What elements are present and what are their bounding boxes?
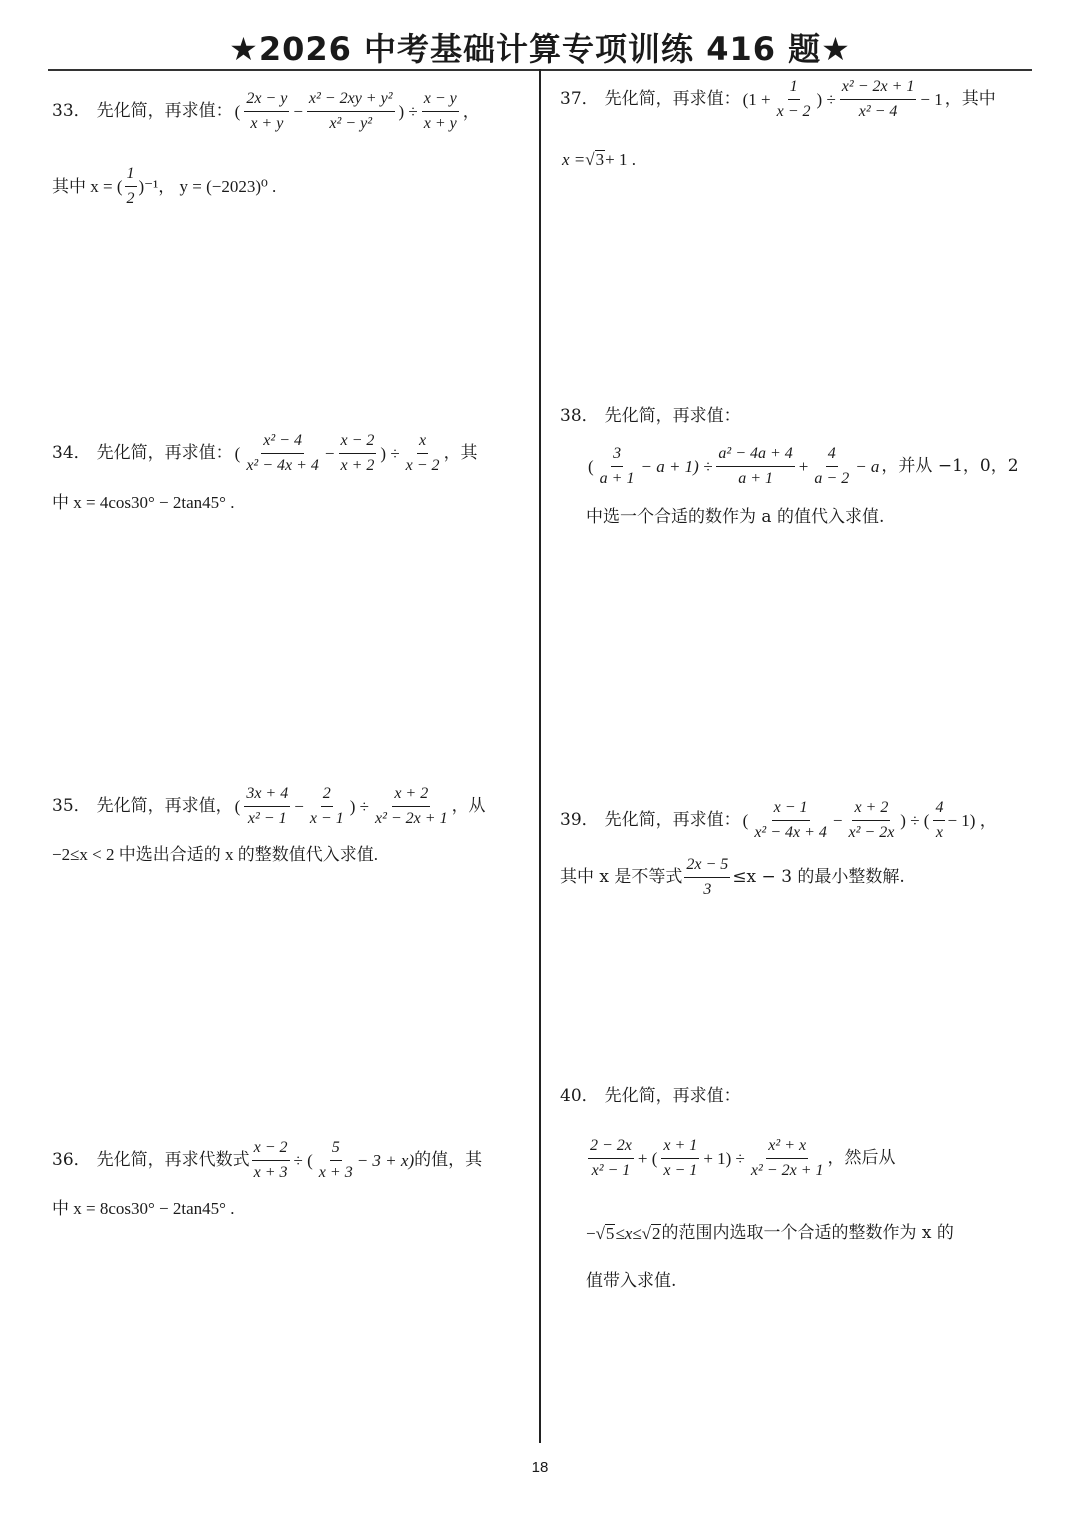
fraction: $\frac{4}{x}$ xyxy=(935,799,944,842)
problem-number: 40． xyxy=(560,1086,599,1106)
fraction: $\frac{1}{x - 2}$ xyxy=(776,78,811,121)
fraction: $\frac{3x + 4}{\text{x² − 1}}$ xyxy=(246,785,289,828)
fraction: $\frac{x - 2}{x + 2}$ xyxy=(340,432,375,475)
problem-instruction: 先化简，再求值： xyxy=(604,89,741,110)
problem-tail: ，并从 −1，0，2 xyxy=(881,456,1019,477)
problem-number: 38． xyxy=(560,406,599,426)
problem-instruction: 先化简，再求值： xyxy=(604,810,741,831)
instruction-line: 值带入求值. xyxy=(586,1271,677,1291)
fraction: $\frac{x + 2}{\text{x² − 2x}}$ xyxy=(848,799,895,842)
problem-instruction: 先化简，再求值， xyxy=(96,796,233,817)
fraction: $\frac{x + 2}{\text{x² − 2x + 1}}$ xyxy=(374,785,448,828)
fraction: $\frac{5}{x + 3}$ xyxy=(318,1139,353,1182)
sqrt-radicand: 2 xyxy=(651,1224,661,1243)
fraction: $\frac{\text{x² − 2x + 1}}{\text{x² − 4}}$ xyxy=(841,78,915,121)
fraction: $\frac{x - 2}{x + 3}$ xyxy=(253,1139,288,1182)
fraction: $\frac{\text{x² − 2xy + y²}}{\text{x² − y²}}$ xyxy=(308,90,393,133)
instruction-line: 中选一个合适的数作为 a 的值代入求值. xyxy=(586,507,885,527)
fraction: $\frac{x - 1}{\text{x² − 4x + 4}}$ xyxy=(754,799,827,842)
problem-tail: 的值，其 xyxy=(414,1150,483,1171)
fraction: $\frac{\text{a² − 4a + 4}}{a + 1}$ xyxy=(718,445,793,488)
range-operator: ≤x≤ xyxy=(615,1223,642,1243)
condition-prefix: 其中 x = ( xyxy=(52,177,123,197)
problem-number: 36． xyxy=(52,1150,91,1171)
problem-number: 34． xyxy=(52,443,91,464)
problem-tail: − 1) ， xyxy=(947,811,997,831)
expression-part: − 3 + x) xyxy=(356,1151,415,1171)
fraction: $\frac{2x - 5}{3}$ xyxy=(686,856,729,899)
condition-suffix: )⁻¹， y = (−2023)⁰ . xyxy=(138,177,277,197)
fraction: $\frac{2}{x - 1}$ xyxy=(309,785,344,828)
problem-instruction: 先化简，再求值： xyxy=(604,406,741,426)
sqrt-radicand: 5 xyxy=(605,1224,615,1243)
page-title: ★2026 中考基础计算专项训练 416 题★ xyxy=(229,30,851,68)
condition: 中 x = 4cos30° − 2tan45° . xyxy=(52,493,235,512)
problem-tail: ，然后从 xyxy=(827,1148,896,1169)
fraction: $\frac{2 - 2x}{\text{x² − 1}}$ xyxy=(590,1137,632,1180)
fraction: $\frac{\text{x² + x}}{\text{x² − 2x + 1}}$ xyxy=(750,1137,824,1180)
problem-instruction: 先化简，再求代数式 xyxy=(96,1150,250,1171)
page-number: 18 xyxy=(531,1459,549,1476)
condition-prefix: 其中 x 是不等式 xyxy=(560,867,683,888)
fraction: $\frac{1}{2}$ xyxy=(126,165,135,208)
condition: 中 x = 8cos30° − 2tan45° . xyxy=(52,1199,235,1218)
condition-suffix: ≤x − 3 的最小整数解. xyxy=(732,867,905,888)
fraction: $\frac{x}{x - 2}$ xyxy=(405,432,440,475)
fraction: $\frac{2x - y}{x + y}$ xyxy=(246,90,288,133)
problem-instruction: 先化简，再求值： xyxy=(604,1086,741,1106)
problem-instruction: 先化简，再求值： xyxy=(96,443,233,464)
range-suffix: 的范围内选取一个合适的整数作为 x 的 xyxy=(661,1222,954,1243)
fraction: $\frac{4}{a - 2}$ xyxy=(814,445,850,488)
column-divider xyxy=(539,69,541,1443)
condition: −2≤x < 2 中选出合适的 x 的整数值代入求值. xyxy=(52,845,379,864)
problem-number: 33． xyxy=(52,101,91,122)
problem-number: 39． xyxy=(560,810,599,831)
problem-number: 37． xyxy=(560,89,599,110)
condition-prefix: x = xyxy=(562,149,586,169)
fraction: $\frac{x - y}{x + y}$ xyxy=(423,90,457,133)
problem-tail: ，其 xyxy=(443,443,478,464)
condition-suffix: + 1 . xyxy=(605,149,636,169)
problem-tail: ，从 xyxy=(451,796,486,817)
fraction: $\frac{x + 1}{x - 1}$ xyxy=(663,1137,698,1180)
fraction: $\frac{\text{x² − 4}}{\text{x² − 4x + 4}}$ xyxy=(246,432,319,475)
fraction: $\frac{3}{a + 1}$ xyxy=(599,445,635,488)
sqrt-radicand: 3 xyxy=(595,150,605,169)
problem-tail: ，其中 xyxy=(944,89,996,110)
problem-instruction: 先化简，再求值： xyxy=(96,101,233,122)
problem-number: 35． xyxy=(52,796,91,817)
